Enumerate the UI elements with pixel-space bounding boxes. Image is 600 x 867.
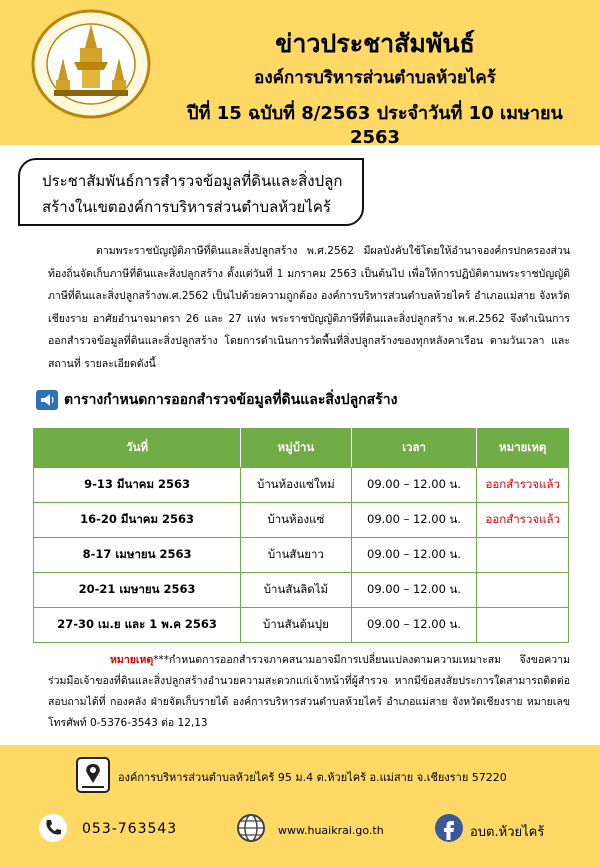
row-date: 20-21 เมษายน 2563	[34, 573, 241, 608]
row-remark: ออกสำรวจแล้ว	[477, 468, 569, 503]
row-village: บ้านห้องแซ่ใหม่	[241, 468, 351, 503]
row-date: 9-13 มีนาคม 2563	[34, 468, 241, 503]
footer-band	[0, 745, 600, 867]
footer-address: องค์การบริหารส่วนตำบลห้วยไคร้ 95 ม.4 ต.ห้วยไคร้ อ.แม่สาย จ.เชียงราย 57220	[118, 771, 507, 784]
col-date: วันที่	[34, 429, 241, 468]
table-row	[34, 503, 569, 538]
newsletter-title: ข่าวประชาสัมพันธ์	[275, 29, 475, 58]
row-remark	[477, 538, 569, 573]
table-row	[34, 608, 569, 643]
header-band	[0, 0, 600, 148]
row-time: 09.00 – 12.00 น.	[351, 503, 477, 538]
row-time: 09.00 – 12.00 น.	[351, 538, 477, 573]
organization-name: องค์การบริหารส่วนตำบลห้วยไคร้	[254, 68, 496, 88]
issue-line: ปีที่ 15 ฉบับที่ 8/2563 ประจำวันที่ 10 เมษายน 2563	[187, 103, 563, 148]
row-village: บ้านสันลิดไม้	[241, 573, 351, 608]
row-remark	[477, 573, 569, 608]
table-header-row	[34, 429, 569, 468]
row-time: 09.00 – 12.00 น.	[351, 608, 477, 643]
row-time: 09.00 – 12.00 น.	[351, 468, 477, 503]
row-village: บ้านสันยาว	[241, 538, 351, 573]
phone-icon	[38, 813, 68, 843]
facebook-icon	[434, 813, 464, 843]
announcement-callout	[18, 158, 364, 226]
globe-icon	[236, 813, 266, 843]
schedule-title: ตารางกำหนดการออกสำรวจข้อมูลที่ดินและสิ่งปลูกสร้าง	[64, 392, 398, 408]
row-date: 27-30 เม.ย และ 1 พ.ค 2563	[34, 608, 241, 643]
table-row	[34, 468, 569, 503]
map-pin-icon	[76, 757, 110, 793]
speaker-icon	[36, 390, 58, 410]
row-remark: ออกสำรวจแล้ว	[477, 503, 569, 538]
remark-text: ***กำหนดการออกสำรวจภาคสนามอาจมีการเปลี่ยนแปลงตามความเหมาะสม จึงขอความร่วมมือเจ้าของที่ดินและสิ่งปลูกสร้างอำนวยความสะดวกแก่เจ้าหน้าที่ผู้สำรวจ หากมีข้อสงสัยประการใดสามารถติดต่อสอบถามได้ที่ กองคลัง ฝ่ายจัดเก็บรายได้ องค์การบริหารส่วนตำบลห้วยไคร้ อำเภอแม่สาย จังหวัดเชียงราย หมายเลขโทรศัพท์ 0-5376-3543 ต่อ 12,13	[48, 654, 570, 729]
callout-line-2: สร้างในเขตองค์การบริหารส่วนตำบลห้วยไคร้	[42, 198, 331, 216]
remark-label: หมายเหตุ	[110, 654, 154, 666]
remark-paragraph	[48, 650, 570, 734]
row-village: บ้านสันต้นปุย	[241, 608, 351, 643]
row-time: 09.00 – 12.00 น.	[351, 573, 477, 608]
intro-paragraph: ตามพระราชบัญญัติภาษีที่ดินและสิ่งปลูกสร้าง พ.ศ.2562 มีผลบังคับใช้โดยให้อำนาจองค์กรปกครองส่วนท้องถิ่นจัดเก็บภาษีที่ดินและสิ่งปลูกสร้าง ตั้งแต่วันที่ 1 มกราคม 2563 เป็นต้นไป เพื่อให้การปฏิบัติตามพระราชบัญญัติภาษีที่ดินและสิ่งปลูกสร้างพ.ศ.2562 เป็นไปด้วยความถูกต้อง องค์การบริหารส่วนตำบลห้วยไคร้ อำเภอแม่สาย จังหวัดเชียงราย อาศัยอำนาจมาตรา 26 และ 27 แห่ง พระราชบัญญัติภาษีที่ดินและสิ่งปลูกสร้าง พ.ศ.2562 จึงดำเนินการออกสำรวจข้อมูลที่ดินและสิ่งปลูกสร้าง โดยการดำเนินการวัดพื้นที่สิ่งปลูกสร้างของทุกหลังคาเรือน ตามวันเวลา และสถานที่ รายละเอียดดังนี้	[48, 245, 570, 370]
col-remark: หมายเหตุ	[477, 429, 569, 468]
schedule-table	[33, 428, 569, 643]
schedule-heading	[36, 388, 397, 412]
callout-line-1: ประชาสัมพันธ์การสำรวจข้อมูลที่ดินและสิ่งปลูก	[42, 172, 343, 190]
footer-facebook-link[interactable]: อบต.ห้วยไคร้	[470, 825, 545, 840]
row-village: บ้านห้องแซ่	[241, 503, 351, 538]
table-row	[34, 538, 569, 573]
col-village: หมู่บ้าน	[241, 429, 351, 468]
row-date: 16-20 มีนาคม 2563	[34, 503, 241, 538]
row-remark	[477, 608, 569, 643]
footer-website-link[interactable]: www.huaikrai.go.th	[278, 824, 384, 837]
col-time: เวลา	[351, 429, 477, 468]
table-row	[34, 573, 569, 608]
footer-phone[interactable]: 053-763543	[82, 821, 178, 837]
row-date: 8-17 เมษายน 2563	[34, 538, 241, 573]
seal-logo-icon	[30, 8, 152, 120]
